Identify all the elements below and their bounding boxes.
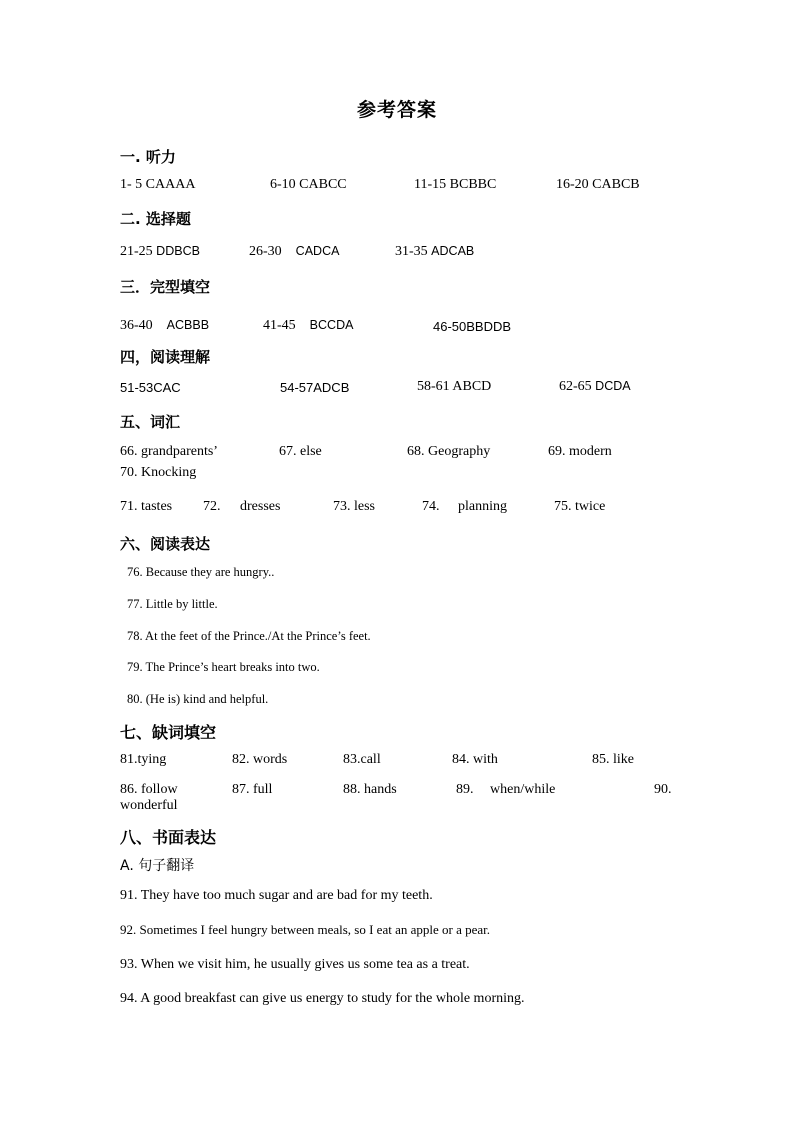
answer-36-40: [120, 318, 209, 334]
answer-71: 71. tastes: [120, 499, 173, 514]
answer-51-53: 51-53CAC: [120, 380, 181, 395]
section-heading-cloze: 三．完型填空: [120, 278, 211, 296]
answer-70: 70. Knocking: [120, 465, 197, 480]
answer-74-val: planning: [458, 499, 507, 514]
answer-92: 92. Sometimes I feel hungry between meals, so I eat an apple or a pear.: [120, 922, 491, 937]
answer-67: 67. else: [279, 444, 322, 459]
answer-85: 85. like: [592, 752, 634, 767]
answer-76: 76. Because they are hungry..: [127, 565, 275, 579]
answer-6-10: 6-10 CABCC: [270, 177, 347, 192]
answer-69: 69. modern: [548, 444, 612, 459]
section-heading-writing: 八、书面表达: [120, 828, 217, 847]
answer-1-5: 1- 5 CAAAA: [120, 177, 196, 192]
answer-91: 91. They have too much sugar and are bad for my teeth.: [120, 888, 433, 903]
answer-90-val: wonderful: [120, 798, 178, 813]
answer-62-65: [559, 379, 631, 395]
answer-36-40-val: ACBBB: [166, 318, 210, 332]
answer-36-40-num: 36-40: [120, 318, 153, 333]
answer-75: 75. twice: [554, 499, 606, 514]
answer-68: 68. Geography: [407, 444, 491, 459]
answer-80: 80. (He is) kind and helpful.: [127, 692, 269, 706]
section-heading-choice: 二. 选择题: [120, 210, 191, 228]
answer-72-num: 72.: [203, 499, 221, 514]
answer-87: 87. full: [232, 782, 273, 797]
section-heading-vocabulary: 五、词汇: [120, 413, 181, 431]
answer-31-35: [395, 244, 474, 260]
answer-82: 82. words: [232, 752, 288, 767]
answer-79: 79. The Prince’s heart breaks into two.: [127, 660, 320, 674]
answer-73: 73. less: [333, 499, 375, 514]
answer-86: 86. follow: [120, 782, 178, 797]
subsection-translation: A. 句子翻译: [120, 858, 195, 874]
answer-21-25: [120, 244, 200, 260]
answer-46-50: 46-50BBDDB: [433, 319, 512, 334]
answer-89-val: when/while: [490, 782, 556, 797]
page-title: 参考答案: [356, 99, 437, 121]
section-heading-fill-blank: 七、缺词填空: [120, 723, 217, 742]
answer-41-45-val: BCCDA: [309, 318, 354, 332]
answer-31-35-num: 31-35: [395, 244, 428, 259]
answer-62-65-num: 62-65: [559, 379, 592, 394]
answer-72-val: dresses: [240, 499, 281, 514]
answer-88: 88. hands: [343, 782, 397, 797]
answer-77: 77. Little by little.: [127, 597, 218, 611]
answer-26-30: [249, 244, 339, 260]
answer-83: 83.call: [343, 752, 381, 767]
answer-62-65-val: DCDA: [595, 379, 631, 393]
answer-84: 84. with: [452, 752, 498, 767]
section-heading-listening: 一. 听力: [120, 148, 176, 166]
answer-78: 78. At the feet of the Prince./At the Prince’s feet.: [127, 629, 371, 643]
answer-21-25-num: 21-25: [120, 244, 153, 259]
answer-41-45: [263, 318, 353, 334]
answer-93: 93. When we visit him, he usually gives us some tea as a treat.: [120, 957, 470, 972]
answer-81: 81.tying: [120, 752, 167, 767]
answer-26-30-val: CADCA: [295, 244, 340, 258]
answer-41-45-num: 41-45: [263, 318, 296, 333]
answer-66: 66. grandparents’: [120, 444, 218, 459]
answer-90-num: 90.: [654, 782, 672, 797]
answer-16-20: 16-20 CABCB: [556, 177, 640, 192]
section-heading-reading: 四，阅读理解: [120, 348, 211, 366]
answer-21-25-val: DDBCB: [156, 244, 200, 258]
answer-26-30-num: 26-30: [249, 244, 282, 259]
answer-58-61: 58-61 ABCD: [417, 379, 492, 394]
answer-11-15: 11-15 BCBBC: [414, 177, 497, 192]
answer-89-num: 89.: [456, 782, 474, 797]
answer-74-num: 74.: [422, 499, 440, 514]
answer-31-35-val: ADCAB: [431, 244, 475, 258]
answer-94: 94. A good breakfast can give us energy to study for the whole morning.: [120, 991, 525, 1006]
answer-54-57: 54-57ADCB: [280, 380, 350, 395]
section-heading-reading-expression: 六、阅读表达: [120, 535, 211, 553]
